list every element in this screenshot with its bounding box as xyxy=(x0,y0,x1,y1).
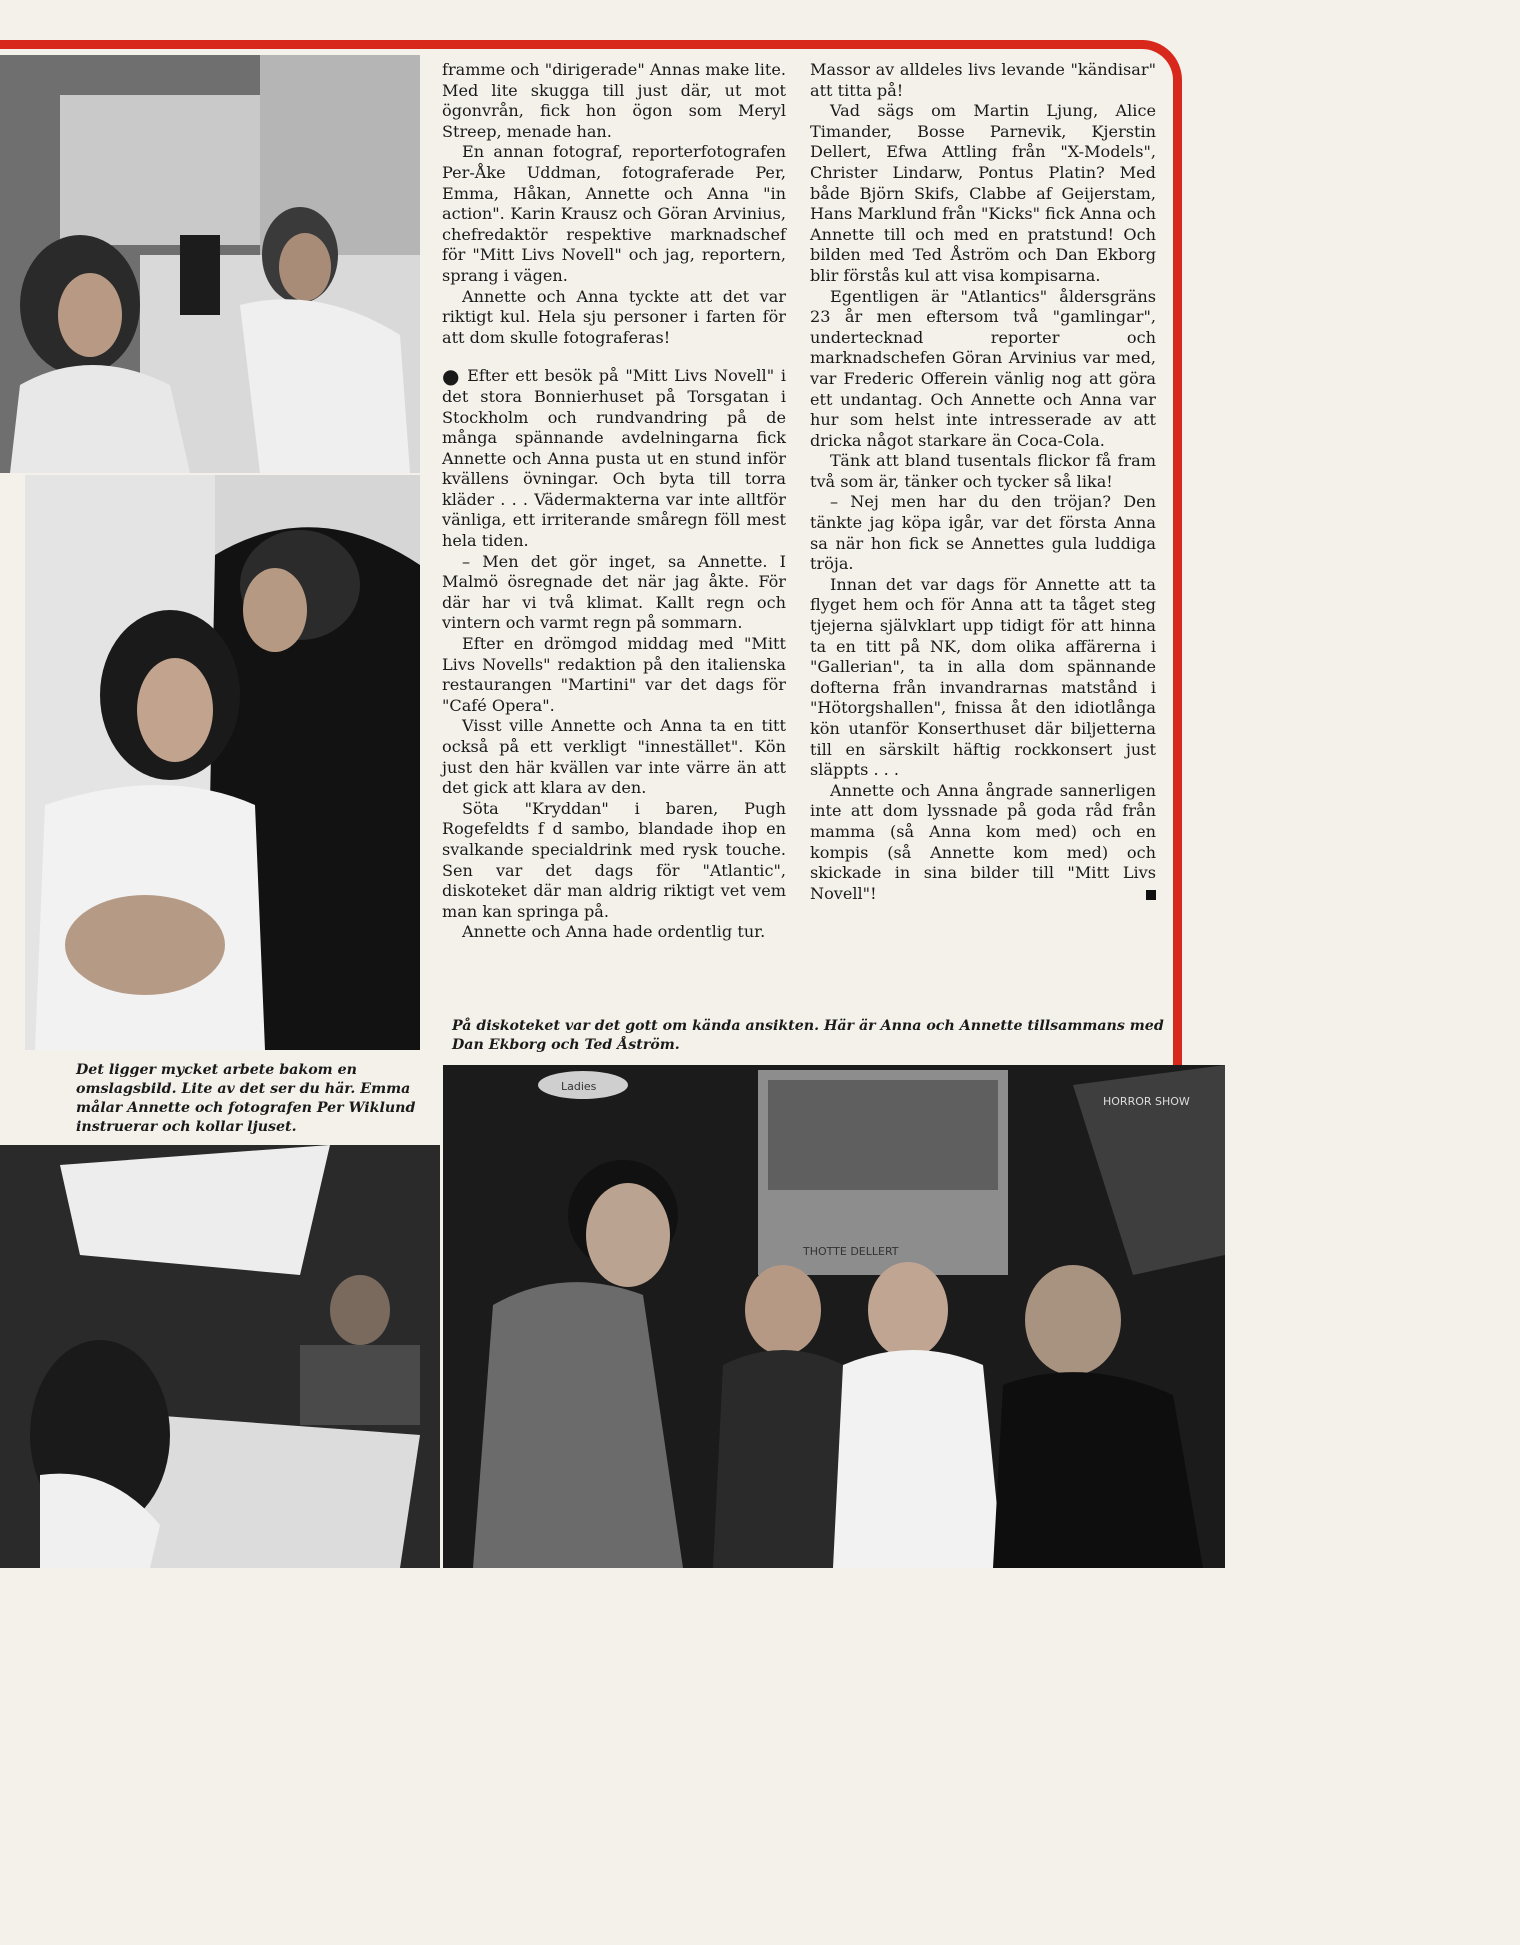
photo-makeup-artist xyxy=(25,475,420,1050)
article-column-1 xyxy=(442,60,786,943)
end-mark-icon xyxy=(1146,890,1156,900)
paragraph-bullet xyxy=(442,366,786,551)
poster-credit-text: THOTTE DELLERT xyxy=(803,1245,899,1258)
paragraph: Innan det var dags för Annette att ta flyget hem och för Anna att ta tåget steg tjejerna självklart upp tidigt för att hinna ta en titt på NK, dom olika affärerna i "Gallerian", ta in alla dom spännande dofterna från invandrarnas matstånd i "Hötorgshallen", fnissa åt den idiotlånga kön utanför Konserthuset där biljetterna till en särskilt häftig rockkonsert just släppts . . . xyxy=(810,574,1156,780)
paragraph: Annette och Anna tyckte att det var riktigt kul. Hela sju personer i farten för att dom skulle fotograferas! xyxy=(442,286,786,347)
photo-disco-group xyxy=(443,1065,1225,1568)
bullet-dot-icon: ● xyxy=(442,364,462,389)
caption-left: Det ligger mycket arbete bakom en omslagsbild. Lite av det ser du här. Emma målar Annette och fotografen Per Wiklund instruerar och kollar ljuset. xyxy=(76,1062,416,1135)
caption-right: På diskoteket var det gott om kända ansikten. Här är Anna och Annette tillsammans med Dan Ekborg och Ted Åström. xyxy=(452,1018,1164,1053)
paragraph: Tänk att bland tusentals flickor få fram två som är, tänker och tycker så lika! xyxy=(810,451,1156,491)
paragraph: Annette och Anna hade ordentlig tur. xyxy=(462,922,766,942)
paragraph-text: Efter ett besök på "Mitt Livs Novell" i det stora Bonnierhuset på Torsgatan i Stockholm och rundvandring på de många spännande avdelningarna fick Annette och Anna pusta ut en stund inför kvällens övningar. Och byta till torra kläder . . . Vädermakterna var inte alltför vänliga, ett irriterande småregn föll mest hela tiden. xyxy=(442,366,787,551)
paragraph: Efter en drömgod middag med "Mitt Livs Novells" redaktion på den italienska restaurangen "Martini" var det dags för "Café Opera". xyxy=(442,634,786,715)
paragraph: En annan fotograf, reporterfotografen Per-Åke Uddman, fotograferade Per, Emma, Håkan, Annette och Anna "in action". Karin Krausz och Göran Arvinius, chefredaktör respektive marknadschef för "Mitt Livs Novell" och jag, reportern, sprang i vägen. xyxy=(442,142,786,285)
paragraph-final xyxy=(810,781,1156,905)
paragraph: framme och "dirigerade" Annas make lite. Med lite skugga till just där, ut mot ögonvrån, fick hon ögon som Meryl Streep, menade han. xyxy=(442,60,786,141)
article-column-2 xyxy=(810,60,1156,904)
paragraph: Egentligen är "Atlantics" åldersgräns 23 år men eftersom två "gamlingar", undertecknad reporter och marknadschefen Göran Arvinius var med, var Frederic Offerein vänlig nog att göra ett undantag. Och Annette och Anna var hur som helst inte intresserade av att dricka något starkare än Coca-Cola. xyxy=(810,286,1156,450)
photo-mirror-lights xyxy=(0,1145,440,1568)
paragraph: Massor av alldeles livs levande "kändisar" att titta på! xyxy=(810,60,1156,100)
photo-photographer-camera xyxy=(0,55,420,473)
paragraph: – Nej men har du den tröjan? Den tänkte jag köpa igår, var det första Anna sa när hon fick se Annettes gula luddiga tröja. xyxy=(810,492,1156,574)
paragraph: Söta "Kryddan" i baren, Pugh Rogefeldts f d sambo, blandade ihop en svalkande specialdrink med rysk touche. Sen var det dags för "Atlantic", diskoteket där man aldrig riktigt vet vem man kan springa på. xyxy=(442,798,786,921)
paragraph: – Men det gör inget, sa Annette. I Malmö ösregnade det när jag åkte. För där har vi två klimat. Kallt regn och vintern och varmt regn på sommarn. xyxy=(442,551,786,633)
paragraph-text: Annette och Anna ångrade sannerligen inte att dom lyssnade på goda råd från mamma (så Anna kom med) och en kompis (så Annette kom med) och skickade in sina bilder till "Mitt Livs Novell"! xyxy=(810,780,1156,903)
ladies-sign-text: Ladies xyxy=(561,1080,597,1093)
horror-poster-text: HORROR SHOW xyxy=(1103,1095,1190,1108)
paragraph: Vad sägs om Martin Ljung, Alice Timander, Bosse Parnevik, Kjerstin Dellert, Efwa Attling från "X-Models", Christer Lindarw, Pontus Platin? Med både Björn Skifs, Clabbe af Geijerstam, Hans Marklund från "Kicks" fick Anna och Annette till och med en pratstund! Och bilden med Ted Åström och Dan Ekborg blir förstås kul att visa kompisarna. xyxy=(810,101,1156,285)
paragraph: Visst ville Annette och Anna ta en titt också på ett verkligt "innestället". Kön just den här kvällen var inte värre än att det gick att klara av den. xyxy=(442,716,786,798)
